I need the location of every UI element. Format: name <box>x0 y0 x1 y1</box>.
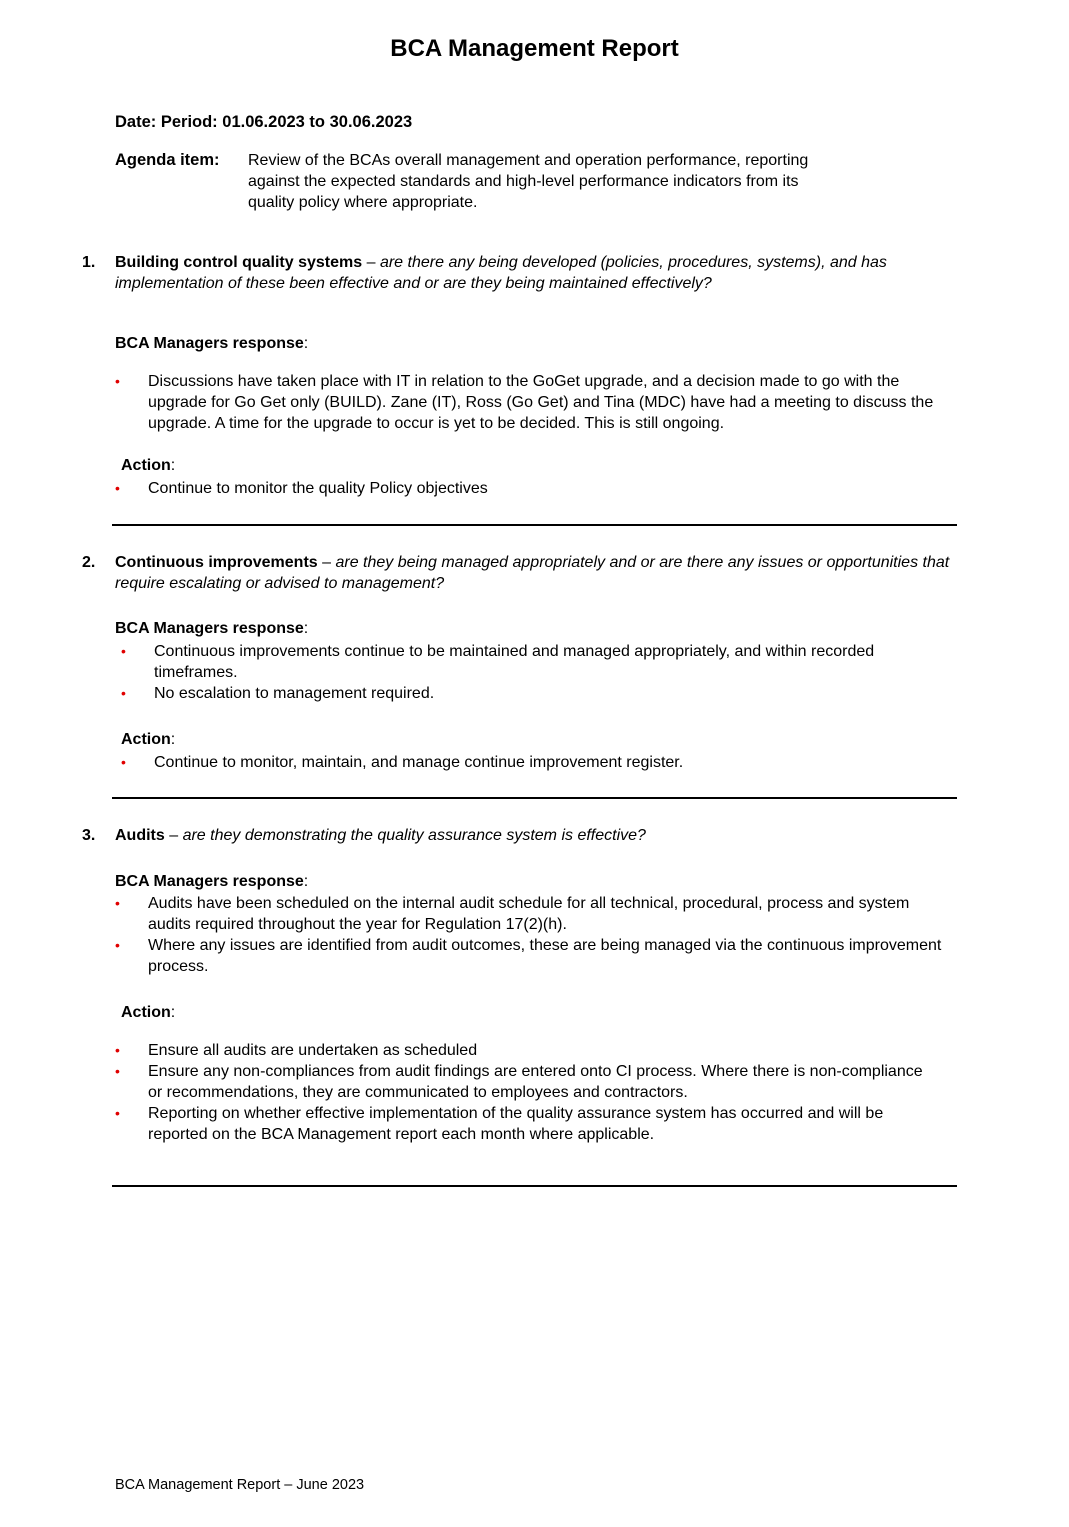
action-label: Action: <box>121 731 176 748</box>
response-list <box>115 371 950 434</box>
action-label: Action: <box>121 457 176 474</box>
response-list <box>121 641 941 704</box>
bullet-icon: • <box>115 895 120 911</box>
agenda-label: Agenda item: <box>115 151 220 169</box>
list-item: • Audits have been scheduled on the internal audit schedule for all technical, procedural, process and system audits required throughout the year for Regulation 17(2)(h). <box>115 895 910 933</box>
section-number: 2. <box>82 554 96 571</box>
bullet-icon: • <box>115 373 120 389</box>
bullet-icon: • <box>121 643 126 659</box>
action-list <box>121 752 941 773</box>
list-item: • Ensure all audits are undertaken as scheduled <box>115 1042 478 1059</box>
action-list <box>115 478 950 499</box>
date-period: Date: Period: 01.06.2023 to 30.06.2023 <box>115 113 413 131</box>
list-item: • No escalation to management required. <box>121 685 435 702</box>
list-item: • Continue to monitor, maintain, and manage continue improvement register. <box>121 754 684 771</box>
section-2-heading <box>82 552 962 594</box>
section-number: 3. <box>82 827 96 844</box>
bullet-icon: • <box>121 754 126 770</box>
section-divider <box>112 1185 957 1187</box>
section-divider <box>112 797 957 799</box>
section-title: Audits <box>115 827 165 844</box>
section-question: are they being managed appropriately and or are there any issues or opportunities that require escalating or advised to management? <box>115 554 950 592</box>
bullet-icon: • <box>115 1042 120 1058</box>
list-item: • Discussions have taken place with IT in relation to the GoGet upgrade, and a decision made to go with the upgrade for Go Get only (BUILD). Zane (IT), Ross (Go Get) and Tina (MDC) have had a meeting to discuss the upgrade. A time for the upgrade to occur is yet to be decided. This is still ongoing. <box>115 373 934 432</box>
section-dash: – <box>317 554 336 571</box>
section-3-heading <box>82 825 962 846</box>
section-question: are they demonstrating the quality assurance system is effective? <box>182 827 646 844</box>
section-dash: – <box>164 827 183 844</box>
page-footer: BCA Management Report – June 2023 <box>115 1477 365 1493</box>
response-label: BCA Managers response: <box>115 335 309 352</box>
action-label: Action: <box>121 1004 176 1021</box>
section-dash: – <box>362 254 380 271</box>
agenda-text: Review of the BCAs overall management and operation performance, reporting against the expected standards and high-level performance indicators from its quality policy where appropriate. <box>248 152 809 211</box>
section-1-heading <box>82 252 962 294</box>
bullet-icon: • <box>115 1105 120 1121</box>
list-item: • Continuous improvements continue to be maintained and managed appropriately, and within recorded timeframes. <box>121 643 875 681</box>
section-title: Continuous improvements <box>115 554 318 571</box>
section-number: 1. <box>82 254 96 271</box>
bullet-icon: • <box>115 937 120 953</box>
page-title: BCA Management Report <box>390 35 679 62</box>
section-title: Building control quality systems <box>115 254 363 271</box>
list-item: • Where any issues are identified from audit outcomes, these are being managed via the continuous improvement process. <box>115 937 942 975</box>
list-item: • Ensure any non-compliances from audit findings are entered onto CI process. Where there is non-compliance or recommendations, they are communicated to employees and contractors. <box>115 1063 923 1101</box>
response-label: BCA Managers response: <box>115 620 309 637</box>
list-item: • Reporting on whether effective implementation of the quality assurance system has occurred and will be reported on the BCA Management report each month where applicable. <box>115 1105 884 1143</box>
bullet-icon: • <box>115 480 120 496</box>
bullet-icon: • <box>121 685 126 701</box>
response-label: BCA Managers response: <box>115 873 309 890</box>
section-divider <box>112 524 957 526</box>
bullet-icon: • <box>115 1063 120 1079</box>
section-question: are there any being developed (policies, procedures, systems), and has implementation of these been effective and or are they being maintained effectively? <box>115 254 887 292</box>
response-list <box>115 893 950 977</box>
action-list <box>115 1040 925 1145</box>
list-item: • Continue to monitor the quality Policy objectives <box>115 480 488 497</box>
